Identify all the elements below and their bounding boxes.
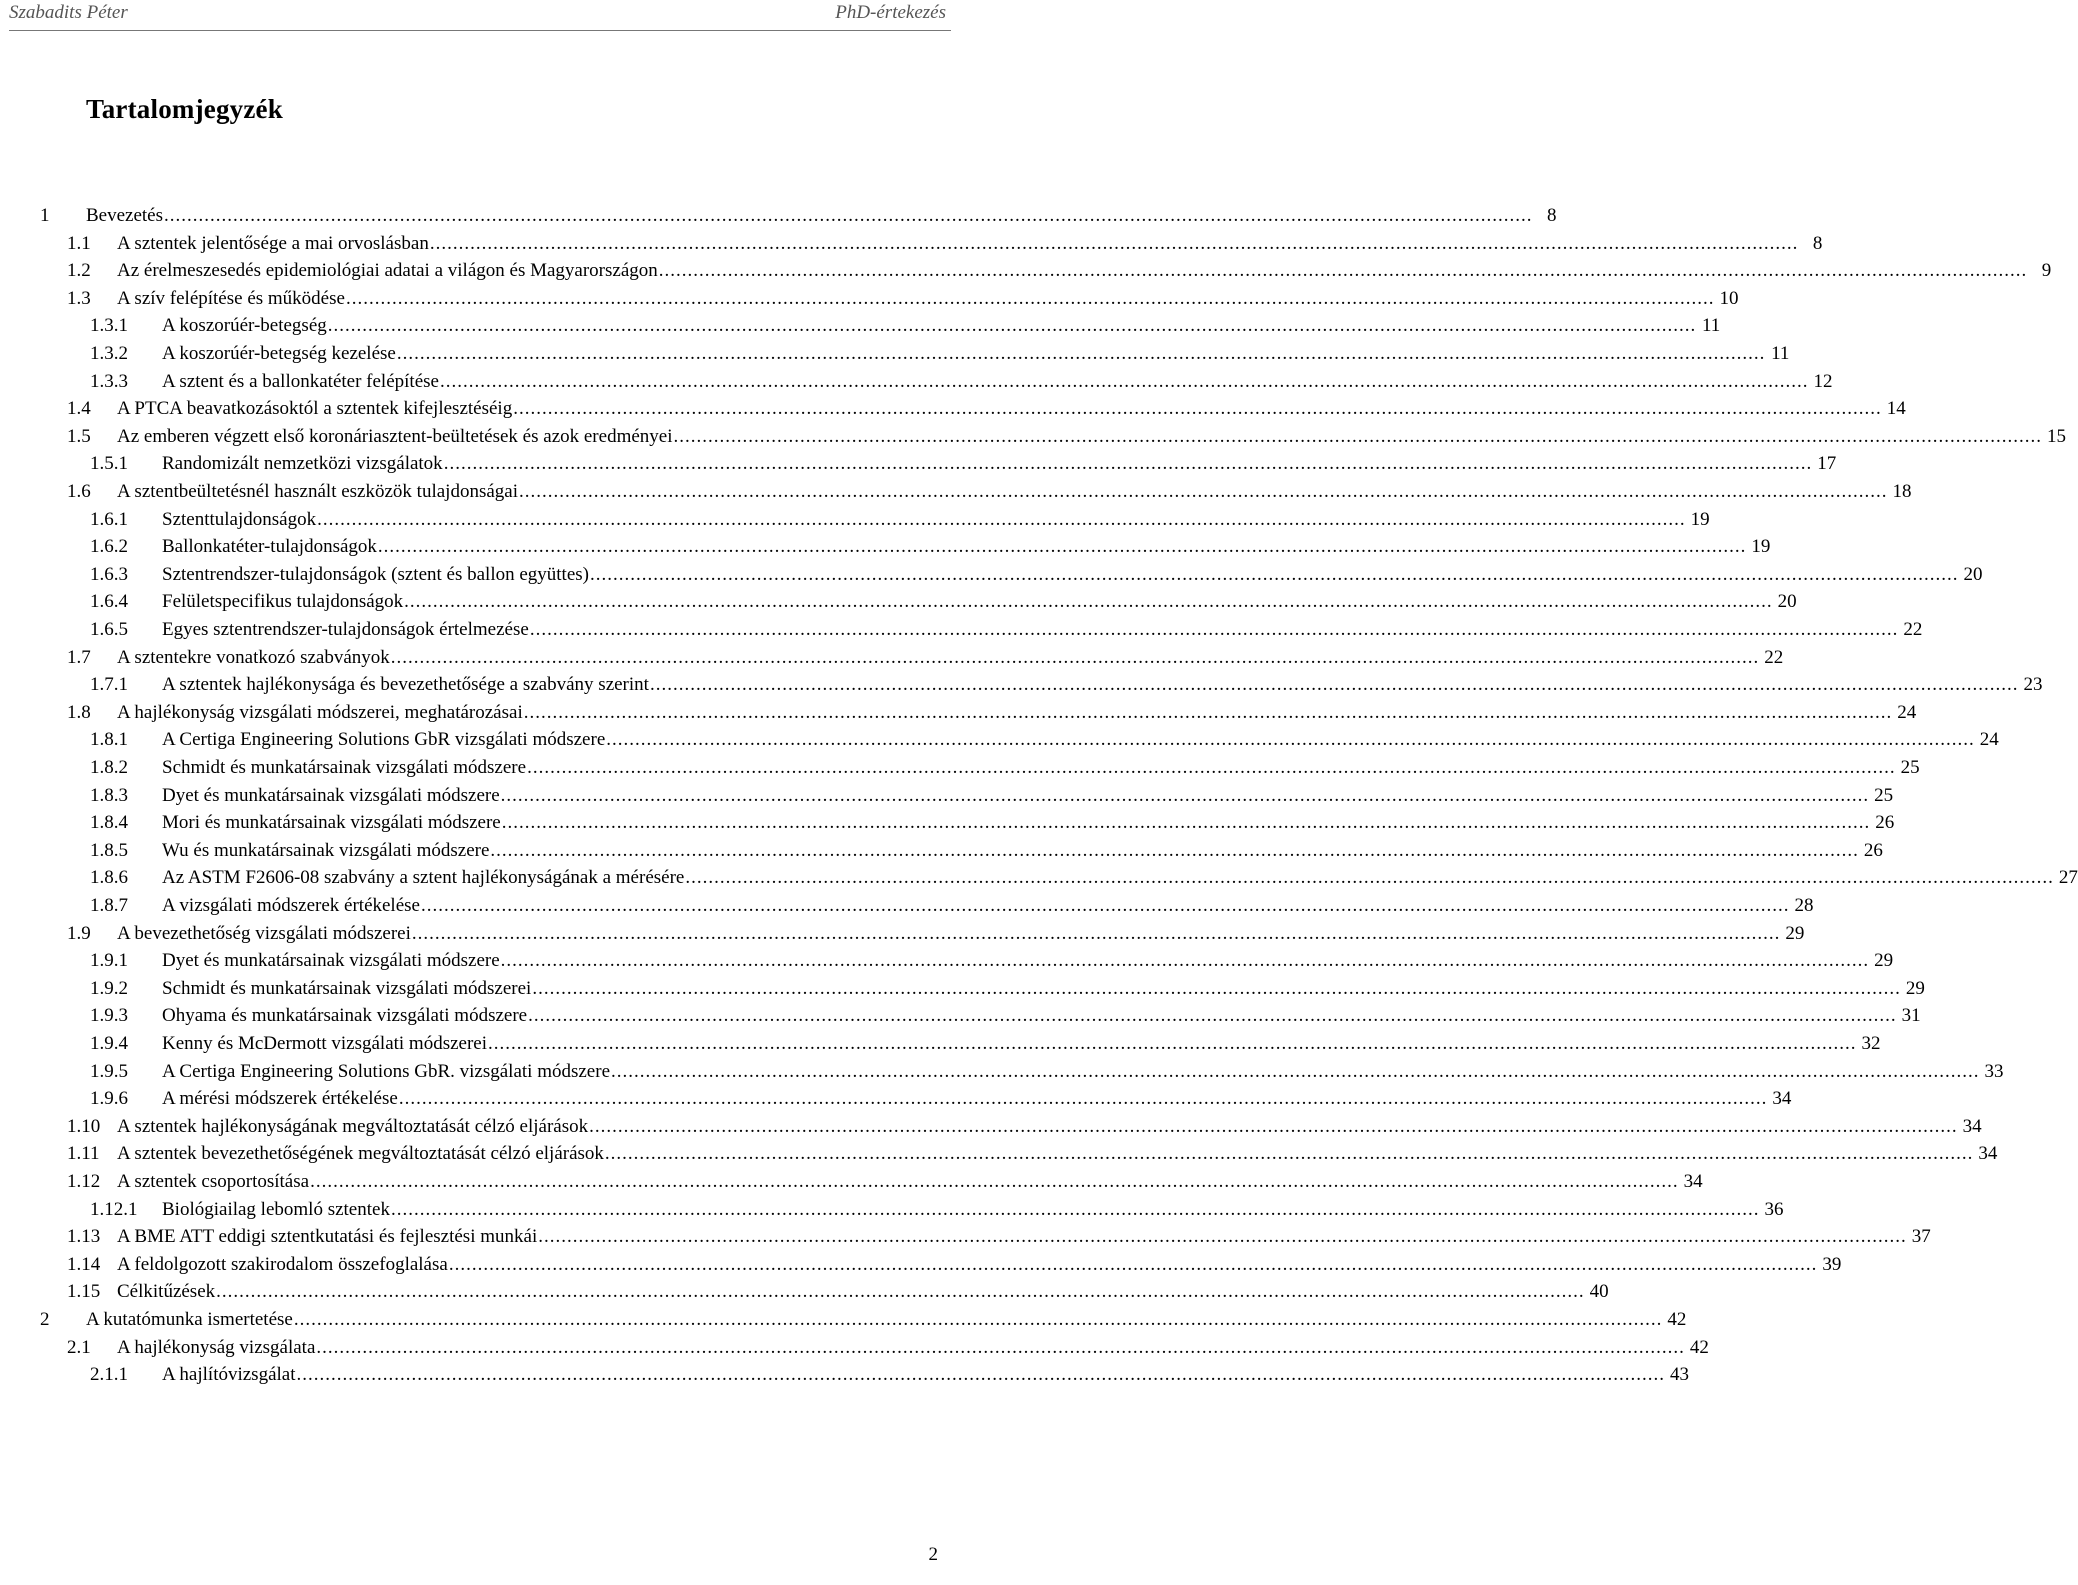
- toc-entry[interactable]: [90, 782, 1894, 810]
- toc-entry-title: A sztentekre vonatkozó szabványok: [117, 647, 390, 668]
- toc-entry-page: 32: [1861, 1033, 1881, 1054]
- toc-entry[interactable]: [40, 1306, 1687, 1334]
- toc-entry[interactable]: [67, 395, 1906, 423]
- toc-entry[interactable]: [90, 340, 1790, 368]
- toc-entry-page: 23: [2023, 674, 2043, 695]
- toc-entry-title: A sztentek jelentősége a mai orvoslásban: [117, 233, 429, 254]
- toc-entry-title: A hajlékonyság vizsgálati módszerei, meghatározásai: [117, 702, 523, 723]
- toc-dot-leader: [530, 616, 1899, 644]
- toc-entry[interactable]: [67, 699, 1917, 727]
- toc-entry-title: A sztentek hajlékonysága és bevezethetősége a szabvány szerint: [162, 674, 649, 695]
- toc-entry-page: 29: [1874, 950, 1894, 971]
- toc-entry[interactable]: [90, 533, 1771, 561]
- toc-entry-page: 19: [1751, 536, 1771, 557]
- toc-entry-title: Biológiailag lebomló sztentek: [162, 1199, 390, 1220]
- toc-entry-number: 1.5.1: [90, 453, 128, 474]
- toc-entry-title: A bevezethetőség vizsgálati módszerei: [117, 923, 411, 944]
- toc-entry[interactable]: [90, 1085, 1792, 1113]
- toc-entry-title: Dyet és munkatársainak vizsgálati módszere: [162, 785, 500, 806]
- toc-entry-page: 40: [1589, 1281, 1609, 1302]
- toc-entry-number: 1: [40, 205, 50, 226]
- toc-entry-number: 1.9.3: [90, 1005, 128, 1026]
- toc-entry-number: 1.12.1: [90, 1199, 138, 1220]
- toc-entry-page: 31: [1901, 1005, 1921, 1026]
- toc-dot-leader: [501, 947, 1870, 975]
- toc-entry[interactable]: [67, 423, 2066, 451]
- toc-entry-title: Randomizált nemzetközi vizsgálatok: [162, 453, 443, 474]
- toc-entry-title: A sztentek csoportosítása: [117, 1171, 310, 1192]
- toc-entry-title: A sztentek bevezethetőségének megváltoztatását célzó eljárások: [117, 1143, 604, 1164]
- toc-entry-number: 1.3.3: [90, 371, 128, 392]
- toc-dot-leader: [674, 423, 2043, 451]
- toc-entry[interactable]: [90, 616, 1923, 644]
- toc-entry-number: 1.11: [67, 1143, 100, 1164]
- toc-entry-title: Egyes sztentrendszer-tulajdonságok értelmezése: [162, 619, 529, 640]
- toc-entry-number: 1.12: [67, 1171, 101, 1192]
- toc-entry-number: 1.1: [67, 233, 91, 254]
- toc-entry-title: Sztentrendszer-tulajdonságok (sztent és ballon együttes): [162, 564, 589, 585]
- toc-entry-number: 2.1: [67, 1337, 91, 1358]
- toc-entry-number: 1.6.1: [90, 509, 128, 530]
- toc-entry-number: 1.3.2: [90, 343, 128, 364]
- toc-entry-page: 24: [1979, 729, 1999, 750]
- toc-entry-number: 1.9.1: [90, 950, 128, 971]
- toc-entry-number: 1.7: [67, 647, 91, 668]
- toc-entry-number: 1.6: [67, 481, 91, 502]
- toc-entry-page: 20: [1963, 564, 1983, 585]
- toc-dot-leader: [527, 754, 1896, 782]
- toc-entry-title: Az emberen végzett első koronáriasztent-beültetések és azok eredményei: [117, 426, 673, 447]
- toc-entry[interactable]: [90, 864, 2078, 892]
- toc-entry[interactable]: [67, 1278, 1609, 1306]
- toc-entry[interactable]: [90, 1058, 2004, 1086]
- toc-entry-number: 1.5: [67, 426, 91, 447]
- toc-entry[interactable]: [67, 1223, 1931, 1251]
- toc-entry-page: 34: [1978, 1143, 1998, 1164]
- toc-entry[interactable]: [90, 754, 1920, 782]
- toc-dot-leader: [444, 450, 1813, 478]
- toc-entry-page: 39: [1822, 1254, 1842, 1275]
- toc-entry[interactable]: [90, 975, 1925, 1003]
- toc-dot-leader: [590, 561, 1959, 589]
- toc-entry-title: Az ASTM F2606-08 szabvány a sztent hajlékonyságának a mérésére: [162, 867, 685, 888]
- toc-entry-number: 1.8.4: [90, 812, 128, 833]
- toc-entry-title: Kenny és McDermott vizsgálati módszerei: [162, 1033, 488, 1054]
- toc-entry[interactable]: [90, 506, 1710, 534]
- toc-dot-leader: [378, 533, 1747, 561]
- toc-entry-number: 1.2: [67, 260, 91, 281]
- toc-entry[interactable]: [67, 1113, 1982, 1141]
- toc-entry-title: A BME ATT eddigi sztentkutatási és fejlesztési munkái: [117, 1226, 538, 1247]
- toc-entry[interactable]: [90, 368, 1833, 396]
- toc-entry-number: 1.3.1: [90, 315, 128, 336]
- toc-dot-leader: [397, 340, 1766, 368]
- toc-entry[interactable]: [67, 285, 1739, 313]
- toc-entry-title: Az érelmeszesedés epidemiológiai adatai a világon és Magyarországon: [117, 260, 658, 281]
- toc-dot-leader: [412, 920, 1781, 948]
- toc-entry-title: Célkitűzések: [117, 1281, 216, 1302]
- toc-entry[interactable]: [90, 1196, 1784, 1224]
- toc-entry-page: 34: [1683, 1171, 1703, 1192]
- toc-entry-page: 24: [1897, 702, 1917, 723]
- toc-entry-page: 25: [1900, 757, 1920, 778]
- toc-entry-number: 2.1.1: [90, 1364, 128, 1385]
- toc-entry-page: 28: [1794, 895, 1814, 916]
- page-number: 2: [928, 1544, 938, 1565]
- toc-entry-page: 8: [1812, 233, 1823, 254]
- toc-entry-page: 8: [1547, 205, 1557, 226]
- toc-entry-page: 9: [2041, 260, 2052, 281]
- toc-entry-title: A koszorúér-betegség kezelése: [162, 343, 396, 364]
- toc-entry[interactable]: [67, 644, 1784, 672]
- toc-entry-title: A sztentek hajlékonyságának megváltoztatását célzó eljárások: [117, 1116, 589, 1137]
- toc-entry-title: A vizsgálati módszerek értékelése: [162, 895, 420, 916]
- toc-entry-page: 12: [1813, 371, 1833, 392]
- page-title: Tartalomjegyzék: [86, 94, 283, 124]
- toc-dot-leader: [524, 699, 1893, 727]
- toc-entry-page: 36: [1764, 1199, 1784, 1220]
- toc-entry-title: Sztenttulajdonságok: [162, 509, 317, 530]
- toc-entry[interactable]: [90, 1030, 1881, 1058]
- toc-entry-page: 37: [1911, 1226, 1931, 1247]
- toc-entry-page: 27: [2058, 867, 2078, 888]
- toc-entry-page: 26: [1863, 840, 1883, 861]
- toc-entry-title: A sztentbeültetésnél használt eszközök tulajdonságai: [117, 481, 518, 502]
- toc-dot-leader: [294, 1306, 1663, 1334]
- toc-entry-number: 1.9.5: [90, 1061, 128, 1082]
- toc-entry-page: 10: [1719, 288, 1739, 309]
- toc-entry[interactable]: [90, 312, 1721, 340]
- toc-entry-title: A koszorúér-betegség: [162, 315, 327, 336]
- toc-dot-leader: [650, 671, 2019, 699]
- toc-entry[interactable]: [90, 726, 1999, 754]
- toc-entry-page: 22: [1903, 619, 1923, 640]
- page-header: [0, 0, 960, 28]
- toc-entry-number: 1.6.4: [90, 591, 128, 612]
- toc-entry-title: A kutatómunka ismertetése: [86, 1309, 293, 1330]
- toc-entry[interactable]: [90, 837, 1883, 865]
- toc-entry-number: 1.13: [67, 1226, 101, 1247]
- toc-entry[interactable]: [40, 202, 1557, 230]
- toc-entry-page: 11: [1701, 315, 1721, 336]
- toc-entry-title: Felületspecifikus tulajdonságok: [162, 591, 404, 612]
- toc-dot-leader: [606, 726, 1975, 754]
- toc-entry-number: 1.6.2: [90, 536, 128, 557]
- toc-entry-number: 2: [40, 1309, 50, 1330]
- toc-entry[interactable]: [90, 1002, 1921, 1030]
- toc-entry-title: A PTCA beavatkozásoktól a sztentek kifejlesztéséig: [117, 398, 513, 419]
- toc-dot-leader: [391, 1196, 1760, 1224]
- toc-entry[interactable]: [90, 671, 2043, 699]
- toc-entry-number: 1.8.6: [90, 867, 128, 888]
- toc-entry-page: 22: [1764, 647, 1784, 668]
- toc-entry-number: 1.6.3: [90, 564, 128, 585]
- toc-entry[interactable]: [90, 892, 1814, 920]
- toc-dot-leader: [611, 1058, 1980, 1086]
- toc-dot-leader: [501, 782, 1870, 810]
- toc-dot-leader: [391, 644, 1760, 672]
- toc-entry[interactable]: [67, 257, 2052, 285]
- toc-entry-number: 1.15: [67, 1281, 101, 1302]
- toc-dot-leader: [605, 1140, 1974, 1168]
- header-doc-type: PhD-értekezés: [835, 2, 946, 23]
- toc-entry-number: 1.8.2: [90, 757, 128, 778]
- toc-entry[interactable]: [90, 947, 1894, 975]
- toc-entry-page: 29: [1785, 923, 1805, 944]
- toc-entry-page: 43: [1670, 1364, 1690, 1385]
- toc-entry-number: 1.9.6: [90, 1088, 128, 1109]
- toc-entry-page: 20: [1777, 591, 1797, 612]
- toc-entry-title: A Certiga Engineering Solutions GbR. vizsgálati módszere: [162, 1061, 611, 1082]
- toc-dot-leader: [164, 202, 1533, 230]
- toc-entry[interactable]: [67, 230, 1823, 258]
- header-rule: [9, 30, 951, 31]
- toc-entry-title: A Certiga Engineering Solutions GbR vizsgálati módszere: [162, 729, 606, 750]
- toc-entry-title: Schmidt és munkatársainak vizsgálati módszerei: [162, 978, 532, 999]
- toc-dot-leader: [449, 1251, 1818, 1279]
- toc-entry-title: A hajlékonyság vizsgálata: [117, 1337, 316, 1358]
- toc-entry[interactable]: [67, 1168, 1703, 1196]
- toc-entry-page: 17: [1817, 453, 1837, 474]
- toc-entry-title: Bevezetés: [86, 205, 164, 226]
- toc-entry-page: 42: [1689, 1337, 1709, 1358]
- toc-entry-number: 1.7.1: [90, 674, 128, 695]
- toc-dot-leader: [317, 506, 1686, 534]
- toc-entry-number: 1.8.3: [90, 785, 128, 806]
- toc-entry-title: A mérési módszerek értékelése: [162, 1088, 398, 1109]
- toc-dot-leader: [502, 809, 1871, 837]
- toc-entry[interactable]: [67, 920, 1805, 948]
- toc-entry-title: Schmidt és munkatársainak vizsgálati módszere: [162, 757, 527, 778]
- toc-entry-page: 14: [1886, 398, 1906, 419]
- toc-dot-leader: [538, 1223, 1907, 1251]
- toc-entry-number: 1.10: [67, 1116, 101, 1137]
- toc-entry-title: Ballonkatéter-tulajdonságok: [162, 536, 377, 557]
- toc-entry-number: 1.4: [67, 398, 91, 419]
- toc-entry[interactable]: [67, 478, 1912, 506]
- toc-dot-leader: [528, 1002, 1897, 1030]
- toc-dot-leader: [519, 478, 1888, 506]
- toc-entry-number: 1.3: [67, 288, 91, 309]
- toc-entry-title: Dyet és munkatársainak vizsgálati módszere: [162, 950, 500, 971]
- toc-dot-leader: [532, 975, 1901, 1003]
- toc-dot-leader: [404, 588, 1773, 616]
- toc-entry-number: 1.9.2: [90, 978, 128, 999]
- toc-entry[interactable]: [67, 1140, 1998, 1168]
- toc-dot-leader: [589, 1113, 1958, 1141]
- toc-entry-page: 34: [1962, 1116, 1982, 1137]
- toc-entry-page: 18: [1892, 481, 1912, 502]
- toc-entry[interactable]: [90, 450, 1837, 478]
- toc-entry-number: 1.9.4: [90, 1033, 128, 1054]
- toc-entry[interactable]: [90, 1361, 1690, 1389]
- toc-entry-title: A sztent és a ballonkatéter felépítése: [162, 371, 439, 392]
- toc-dot-leader: [685, 864, 2054, 892]
- toc-entry-page: 33: [1984, 1061, 2004, 1082]
- header-author: Szabadits Péter: [9, 2, 128, 23]
- toc-entry[interactable]: [90, 588, 1797, 616]
- toc-dot-leader: [310, 1168, 1679, 1196]
- toc-dot-leader: [659, 257, 2028, 285]
- toc-entry-number: 1.8.1: [90, 729, 128, 750]
- toc-dot-leader: [399, 1085, 1768, 1113]
- toc-entry-title: A szív felépítése és működése: [117, 288, 345, 309]
- toc-entry-page: 19: [1690, 509, 1710, 530]
- toc-entry-page: 29: [1905, 978, 1925, 999]
- toc-dot-leader: [328, 312, 1697, 340]
- toc-dot-leader: [421, 892, 1790, 920]
- toc-entry[interactable]: [67, 1251, 1842, 1279]
- toc-dot-leader: [346, 285, 1715, 313]
- toc-entry-number: 1.14: [67, 1254, 101, 1275]
- toc-entry-number: 1.9: [67, 923, 91, 944]
- toc-dot-leader: [513, 395, 1882, 423]
- toc-entry[interactable]: [90, 561, 1983, 589]
- toc-entry-title: Mori és munkatársainak vizsgálati módszere: [162, 812, 501, 833]
- toc-entry-page: 11: [1771, 343, 1790, 364]
- toc-dot-leader: [490, 837, 1859, 865]
- toc-entry[interactable]: [90, 809, 1895, 837]
- toc-entry[interactable]: [67, 1334, 1709, 1362]
- toc-entry-page: 25: [1874, 785, 1894, 806]
- toc-entry-page: 34: [1772, 1088, 1792, 1109]
- toc-entry-number: 1.6.5: [90, 619, 128, 640]
- toc-dot-leader: [216, 1278, 1585, 1306]
- toc-entry-title: A feldolgozott szakirodalom összefoglalása: [117, 1254, 448, 1275]
- toc-entry-page: 42: [1667, 1309, 1687, 1330]
- toc-entry-title: A hajlítóvizsgálat: [162, 1364, 296, 1385]
- toc-entry-page: 26: [1875, 812, 1895, 833]
- toc-dot-leader: [316, 1334, 1685, 1362]
- toc-entry-title: Ohyama és munkatársainak vizsgálati módszere: [162, 1005, 528, 1026]
- toc-entry-title: Wu és munkatársainak vizsgálati módszere: [162, 840, 490, 861]
- toc-entry-number: 1.8.7: [90, 895, 128, 916]
- toc-entry-number: 1.8.5: [90, 840, 128, 861]
- toc-entry-number: 1.8: [67, 702, 91, 723]
- toc-dot-leader: [488, 1030, 1857, 1058]
- toc-dot-leader: [297, 1361, 1666, 1389]
- toc-entry-page: 15: [2047, 426, 2066, 447]
- toc-dot-leader: [430, 230, 1799, 258]
- toc-dot-leader: [440, 368, 1809, 396]
